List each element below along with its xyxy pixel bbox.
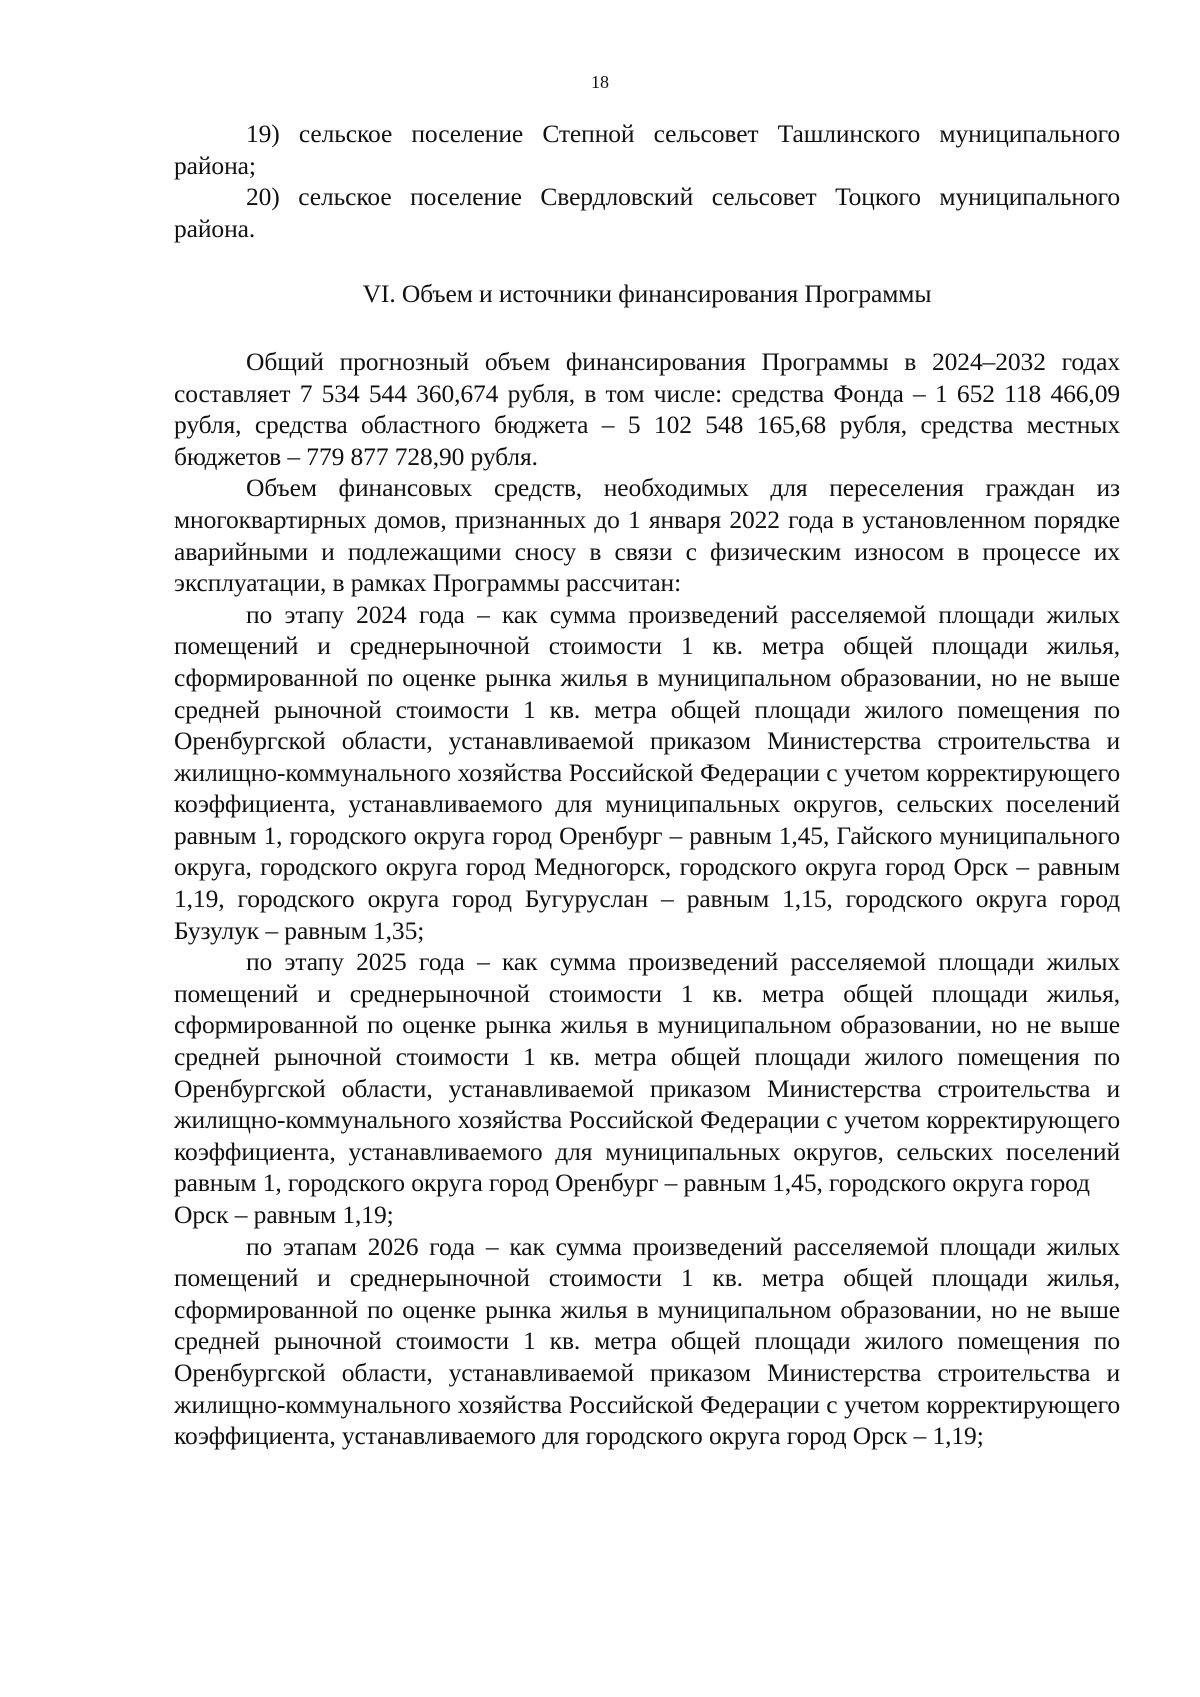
paragraph: Общий прогнозный объем финансирования Программы в 2024–2032 годах составляет 7 534 544 360,674 рубля, в том числе: средства Фонда – 1 652 118 466,09 рубля, средства областного бюджета – 5 102 548 165,68 рубля, средства местных бюджетов – 779 877 728,90 рубля. <box>174 346 1120 471</box>
paragraph: Орск – равным 1,19; <box>174 1200 394 1229</box>
section-heading: VI. Объем и источники финансирования Программы <box>362 279 932 309</box>
list-item: 20) сельское поселение Свердловский сельсовет Тоцкого муниципального района. <box>174 182 1120 243</box>
paragraph: по этапу 2025 года – как сумма произведений расселяемой площади жилых помещений и среднерыночной стоимости 1 кв. метра общей площади жилья, сформированной по оценке рынка жилья в муниципальном образовании, но не выше средней рыночной стоимости 1 кв. метра общей площади жилого помещения по Оренбургской области, устанавливаемой приказом Министерства строительства и жилищно-коммунального хозяйства Российской Федерации с учетом корректирующего коэффициента, устанавливаемого для муниципальных округов, сельских поселений равным 1, городского округа город Оренбург – равным 1,45, городского округа город <box>174 947 1120 1198</box>
paragraph: по этапам 2026 года – как сумма произведений расселяемой площади жилых помещений и среднерыночной стоимости 1 кв. метра общей площади жилья, сформированной по оценке рынка жилья в муниципальном образовании, но не выше средней рыночной стоимости 1 кв. метра общей площади жилого помещения по Оренбургской области, устанавливаемой приказом Министерства строительства и жилищно-коммунального хозяйства Российской Федерации с учетом корректирующего коэффициента, устанавливаемого для городского округа город Орск – 1,19; <box>174 1231 1120 1451</box>
paragraph: Объем финансовых средств, необходимых для переселения граждан из многоквартирных домов, признанных до 1 января 2022 года в установленном порядке аварийными и подлежащими сносу в связи с физическим износом в процессе их эксплуатации, в рамках Программы рассчитан: <box>174 473 1120 598</box>
list-item: 19) сельское поселение Степной сельсовет Ташлинского муниципального района; <box>174 119 1120 180</box>
document-body <box>174 118 1120 1452</box>
paragraph: по этапу 2024 года – как сумма произведений расселяемой площади жилых помещений и среднерыночной стоимости 1 кв. метра общей площади жилья, сформированной по оценке рынка жилья в муниципальном образовании, но не выше средней рыночной стоимости 1 кв. метра общей площади жилого помещения по Оренбургской области, устанавливаемой приказом Министерства строительства и жилищно-коммунального хозяйства Российской Федерации с учетом корректирующего коэффициента, устанавливаемого для муниципальных округов, сельских поселений равным 1, городского округа город Оренбург – равным 1,45, Гайского муниципального округа, городского округа город Медногорск, городского округа город Орск – равным 1,19, городского округа город Бугуруслан – равным 1,15, городского округа город Бузулук – равным 1,35; <box>174 599 1120 945</box>
page-number: 18 <box>591 72 609 92</box>
